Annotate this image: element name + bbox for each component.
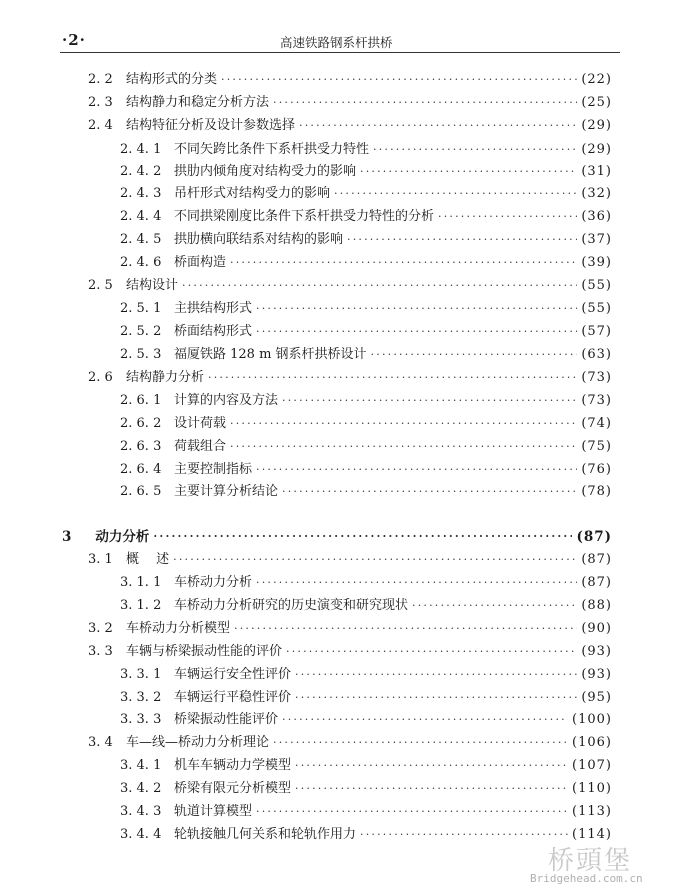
toc-entry-page: (88) bbox=[581, 598, 612, 613]
toc-entry-page: (29) bbox=[581, 118, 612, 133]
toc-entry-page: (106) bbox=[572, 735, 612, 750]
toc-entry bbox=[120, 825, 612, 845]
toc-entry-number: 3. 1. 1 bbox=[120, 575, 162, 590]
toc-entry-number: 2. 5. 3 bbox=[120, 347, 162, 362]
page-number: ·2· bbox=[62, 31, 86, 49]
toc-entry-page: (100) bbox=[572, 712, 612, 727]
toc-entry bbox=[120, 140, 612, 160]
toc-entry bbox=[120, 756, 612, 776]
toc-entry-title: 桥面构造 bbox=[174, 255, 227, 270]
dot-leader bbox=[221, 70, 577, 90]
toc-entry-page: (37) bbox=[581, 232, 612, 247]
toc-entry bbox=[120, 665, 612, 685]
toc-entry-title: 轨道计算模型 bbox=[174, 804, 253, 819]
toc-entry bbox=[120, 253, 612, 273]
dot-leader bbox=[273, 733, 568, 753]
toc-entry-page: (73) bbox=[581, 393, 612, 408]
toc-entry-number: 2. 3 bbox=[88, 95, 113, 110]
toc-entry-title: 桥面结构形式 bbox=[174, 324, 253, 339]
toc-entry-page: (31) bbox=[581, 164, 612, 179]
toc-entry bbox=[88, 619, 612, 639]
toc-entry-page: (93) bbox=[581, 644, 612, 659]
toc-entry-page: (74) bbox=[581, 416, 612, 431]
dot-leader bbox=[234, 619, 577, 639]
toc-entry-number: 2. 6. 2 bbox=[120, 416, 162, 431]
toc-entry bbox=[120, 230, 612, 250]
toc-entry-number: 2. 5. 2 bbox=[120, 324, 162, 339]
toc-entry-page: (55) bbox=[581, 278, 612, 293]
toc-entry-number: 3. 3 bbox=[88, 644, 113, 659]
toc-entry-page: (22) bbox=[581, 72, 612, 87]
toc-entry bbox=[120, 482, 612, 502]
dot-leader bbox=[295, 688, 577, 708]
toc-entry-title: 不同拱梁刚度比条件下系杆拱受力特性的分析 bbox=[174, 209, 435, 224]
toc-entry-number: 3. 4 bbox=[88, 735, 113, 750]
toc-entry-number: 3. 3. 1 bbox=[120, 667, 162, 682]
dot-leader bbox=[230, 437, 577, 457]
toc-entry-title: 荷载组合 bbox=[174, 439, 227, 454]
toc-entry bbox=[120, 437, 612, 457]
dot-leader bbox=[282, 710, 568, 730]
toc-entry-title: 拱肋内倾角度对结构受力的影响 bbox=[174, 164, 357, 179]
toc-entry-page: (76) bbox=[581, 462, 612, 477]
toc-entry bbox=[120, 162, 612, 182]
dot-leader bbox=[286, 642, 577, 662]
toc-entry-title: 桥梁有限元分析模型 bbox=[174, 781, 292, 796]
toc-entry-page: (110) bbox=[572, 781, 612, 796]
toc-entry-number: 3. 2 bbox=[88, 621, 113, 636]
toc-entry-title: 主要计算分析结论 bbox=[174, 484, 279, 499]
dot-leader bbox=[299, 116, 577, 136]
toc-entry bbox=[62, 527, 612, 547]
toc-entry-title: 车桥动力分析 bbox=[174, 575, 253, 590]
toc-entry-number: 3. 3. 3 bbox=[120, 712, 162, 727]
toc-entry bbox=[120, 391, 612, 411]
dot-leader bbox=[256, 322, 577, 342]
toc-entry-number: 2. 4. 2 bbox=[120, 164, 162, 179]
dot-leader bbox=[230, 253, 577, 273]
toc-entry-number: 3. 3. 2 bbox=[120, 690, 162, 705]
toc-entry bbox=[88, 368, 612, 388]
dot-leader bbox=[256, 573, 577, 593]
toc-entry-number: 3. 4. 4 bbox=[120, 827, 162, 842]
dot-leader bbox=[334, 184, 577, 204]
toc-entry bbox=[120, 345, 612, 365]
toc-entry bbox=[120, 688, 612, 708]
toc-entry-page: (29) bbox=[581, 142, 612, 157]
toc-entry bbox=[120, 207, 612, 227]
toc-entry-page: (57) bbox=[581, 324, 612, 339]
toc-entry bbox=[88, 642, 612, 662]
toc-entry-number: 3. 1 bbox=[88, 552, 113, 567]
toc-entry-title: 结构静力分析 bbox=[126, 370, 205, 385]
toc-entry-number: 2. 4. 4 bbox=[120, 209, 162, 224]
toc-entry-page: (87) bbox=[581, 575, 612, 590]
dot-leader bbox=[282, 482, 577, 502]
toc-entry bbox=[120, 414, 612, 434]
toc-entry-number: 2. 4. 6 bbox=[120, 255, 162, 270]
toc-entry-title: 结构形式的分类 bbox=[126, 72, 218, 87]
toc-entry-number: 3. 1. 2 bbox=[120, 598, 162, 613]
toc-entry-page: (32) bbox=[581, 186, 612, 201]
toc-entry bbox=[88, 550, 612, 570]
dot-leader bbox=[347, 230, 577, 250]
toc-entry bbox=[88, 276, 612, 296]
toc-entry-page: (75) bbox=[581, 439, 612, 454]
toc-entry-title: 动力分析 bbox=[95, 529, 150, 545]
toc-entry-number: 2. 2 bbox=[88, 72, 113, 87]
dot-leader bbox=[360, 825, 568, 845]
toc-entry-number: 2. 4. 1 bbox=[120, 142, 162, 157]
dot-leader bbox=[256, 460, 577, 480]
dot-leader bbox=[373, 140, 577, 160]
toc-entry-page: (87) bbox=[576, 529, 612, 545]
toc-entry-title: 结构静力和稳定分析方法 bbox=[126, 95, 270, 110]
toc-entry-page: (36) bbox=[581, 209, 612, 224]
toc-entry-title: 拱肋横向联结系对结构的影响 bbox=[174, 232, 344, 247]
running-header bbox=[60, 30, 620, 53]
toc-entry-number: 2. 6. 3 bbox=[120, 439, 162, 454]
toc-entry-number: 2. 4. 3 bbox=[120, 186, 162, 201]
dot-leader bbox=[371, 345, 578, 365]
toc-entry bbox=[120, 184, 612, 204]
toc-entry-title: 概 述 bbox=[126, 552, 170, 567]
toc-entry-page: (87) bbox=[581, 552, 612, 567]
toc-entry bbox=[88, 733, 612, 753]
toc-entry-page: (39) bbox=[581, 255, 612, 270]
dot-leader bbox=[153, 527, 572, 547]
dot-leader bbox=[360, 162, 577, 182]
toc-entry-page: (55) bbox=[581, 301, 612, 316]
toc-entry-title: 结构特征分析及设计参数选择 bbox=[126, 118, 296, 133]
toc-entry-page: (25) bbox=[581, 95, 612, 110]
toc-entry-number: 2. 6. 4 bbox=[120, 462, 162, 477]
dot-leader bbox=[282, 391, 577, 411]
toc-entry-title: 轮轨接触几何关系和轮轨作用力 bbox=[174, 827, 357, 842]
toc-entry bbox=[120, 322, 612, 342]
watermark-logo: 桥頭堡 bbox=[548, 846, 633, 876]
dot-leader bbox=[295, 756, 568, 776]
toc-entry-number: 2. 4. 5 bbox=[120, 232, 162, 247]
toc-entry-number: 3. 4. 1 bbox=[120, 758, 162, 773]
toc-entry-number: 3. 4. 3 bbox=[120, 804, 162, 819]
toc-entry-title: 机车车辆动力学模型 bbox=[174, 758, 292, 773]
toc-entry-number: 2. 5 bbox=[88, 278, 113, 293]
toc-entry-page: (78) bbox=[581, 484, 612, 499]
toc-entry bbox=[120, 779, 612, 799]
toc-entry bbox=[88, 116, 612, 136]
dot-leader bbox=[273, 93, 577, 113]
toc-entry-title: 主拱结构形式 bbox=[174, 301, 253, 316]
toc-entry-number: 3 bbox=[62, 529, 72, 545]
toc-entry-title: 车桥动力分析研究的历史演变和研究现状 bbox=[174, 598, 409, 613]
toc-entry-title: 车辆运行平稳性评价 bbox=[174, 690, 292, 705]
running-title: 高速铁路钢系杆拱桥 bbox=[280, 35, 393, 50]
toc-entry-page: (90) bbox=[581, 621, 612, 636]
toc-entry-page: (93) bbox=[581, 667, 612, 682]
toc-entry bbox=[88, 70, 612, 90]
toc-entry bbox=[120, 802, 612, 822]
dot-leader bbox=[295, 779, 568, 799]
toc-entry-number: 2. 6. 1 bbox=[120, 393, 162, 408]
toc-entry-page: (73) bbox=[581, 370, 612, 385]
dot-leader bbox=[438, 207, 577, 227]
toc-entry-title: 车辆运行安全性评价 bbox=[174, 667, 292, 682]
toc-entry-title: 桥梁振动性能评价 bbox=[174, 712, 279, 727]
toc-entry-title: 不同矢跨比条件下系杆拱受力特性 bbox=[174, 142, 370, 157]
toc-entry-page: (63) bbox=[581, 347, 612, 362]
toc-entry-title: 吊杆形式对结构受力的影响 bbox=[174, 186, 331, 201]
dot-leader bbox=[182, 276, 577, 296]
dot-leader bbox=[208, 368, 577, 388]
toc-entry-title: 设计荷载 bbox=[174, 416, 227, 431]
toc-entry-title: 车桥动力分析模型 bbox=[126, 621, 231, 636]
toc-entry bbox=[120, 573, 612, 593]
toc-entry bbox=[120, 299, 612, 319]
toc-entry-number: 2. 4 bbox=[88, 118, 113, 133]
toc-entry-title: 车辆与桥梁振动性能的评价 bbox=[126, 644, 283, 659]
toc-entry-number: 2. 5. 1 bbox=[120, 301, 162, 316]
toc-entry-number: 2. 6 bbox=[88, 370, 113, 385]
toc-entry-title: 计算的内容及方法 bbox=[174, 393, 279, 408]
toc-entry bbox=[120, 596, 612, 616]
toc-entry-page: (114) bbox=[572, 827, 612, 842]
toc-entry-number: 3. 4. 2 bbox=[120, 781, 162, 796]
dot-leader bbox=[230, 414, 577, 434]
toc-entry-page: (95) bbox=[581, 690, 612, 705]
dot-leader bbox=[256, 802, 568, 822]
dot-leader bbox=[173, 550, 577, 570]
dot-leader bbox=[295, 665, 577, 685]
toc-entry bbox=[88, 93, 612, 113]
toc-entry-page: (113) bbox=[572, 804, 612, 819]
toc-entry bbox=[120, 460, 612, 480]
toc-entry-title: 车—线—桥动力分析理论 bbox=[126, 735, 270, 750]
toc-entry-title: 结构设计 bbox=[126, 278, 179, 293]
watermark-url: Bridgehead.com.cn bbox=[530, 872, 643, 885]
toc-entry bbox=[120, 710, 612, 730]
toc-entry-title: 主要控制指标 bbox=[174, 462, 253, 477]
toc-entry-title: 福厦铁路 128 m 钢系杆拱桥设计 bbox=[174, 347, 367, 362]
dot-leader bbox=[256, 299, 577, 319]
dot-leader bbox=[412, 596, 577, 616]
toc-entry-number: 2. 6. 5 bbox=[120, 484, 162, 499]
toc-entry-page: (107) bbox=[572, 758, 612, 773]
